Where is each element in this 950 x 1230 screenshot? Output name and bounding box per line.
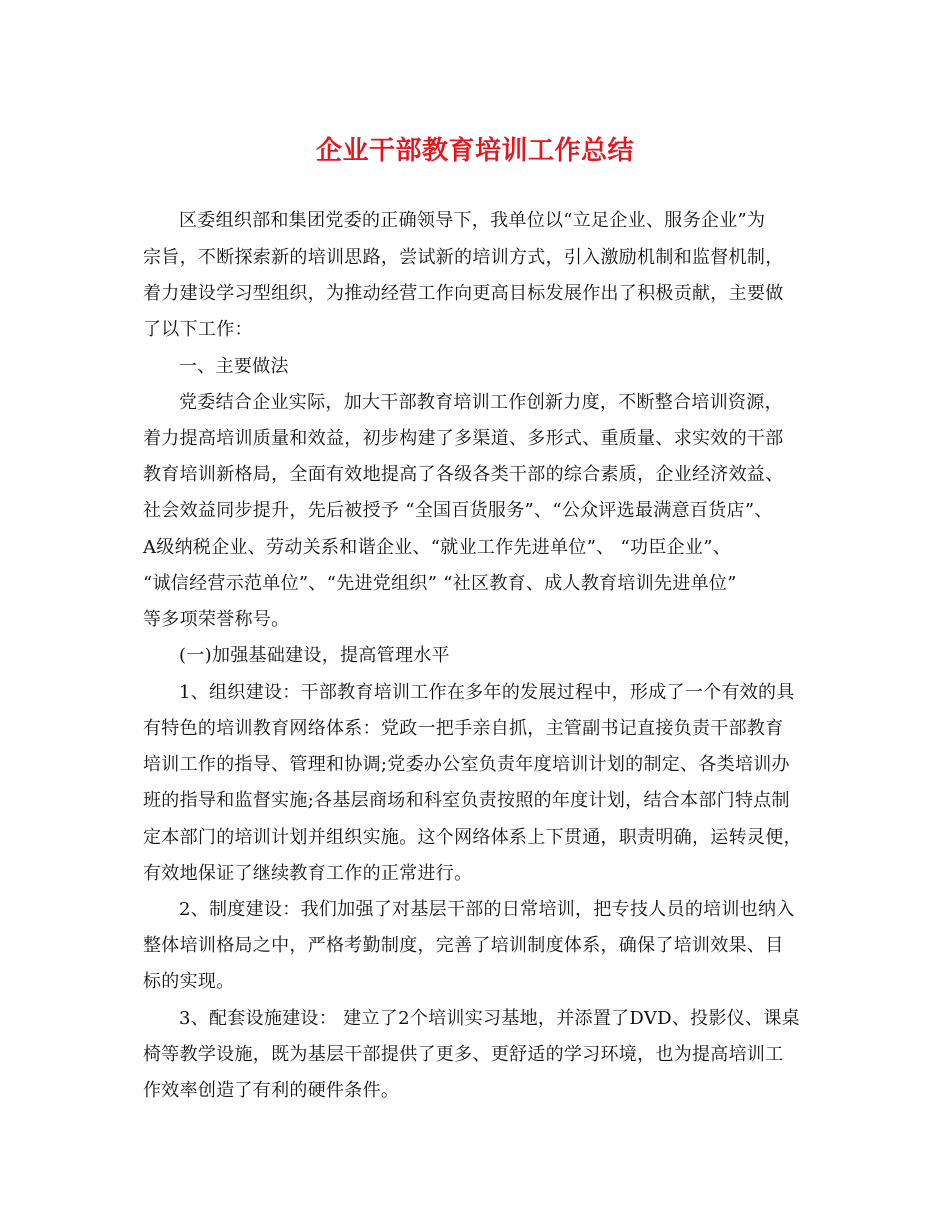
paragraph-line: “诚信经营示范单位”、“先进党组织” “社区教育、成人教育培训先进单位” xyxy=(143,573,737,594)
paragraph-line: 椅等教学设施，既为基层干部提供了更多、更舒适的学习环境，也为提高培训工 xyxy=(143,1044,784,1065)
paragraph-line: 培训工作的指导、管理和协调;党委办公室负责年度培训计划的制定、各类培训办 xyxy=(143,754,790,775)
paragraph-line: 宗旨，不断探索新的培训思路，尝试新的培训方式，引入激励机制和监督机制， xyxy=(143,247,784,268)
paragraph-line: 整体培训格局之中，严格考勤制度，完善了培训制度体系，确保了培训效果、目 xyxy=(143,935,784,956)
paragraph-line: 作效率创造了有利的硬件条件。 xyxy=(143,1080,400,1101)
document-title: 企业干部教育培训工作总结 xyxy=(315,136,634,166)
paragraph-line: 等多项荣誉称号。 xyxy=(143,609,290,630)
paragraph-line: 3、配套设施建设： 建立了2个培训实习基地，并添置了DVD、投影仪、课桌 xyxy=(179,1008,800,1029)
paragraph-line: 定本部门的培训计划并组织实施。这个网络体系上下贯通，职责明确，运转灵便， xyxy=(143,827,802,848)
paragraph-line: 有特色的培训教育网络体系：党政一把手亲自抓，主管副书记直接负责干部教育 xyxy=(143,718,784,739)
paragraph-line: 1、组织建设：干部教育培训工作在多年的发展过程中，形成了一个有效的具 xyxy=(179,682,795,703)
paragraph-line: 党委结合企业实际，加大干部教育培训工作创新力度，不断整合培训资源， xyxy=(179,392,783,413)
paragraph-line: 有效地保证了继续教育工作的正常进行。 xyxy=(143,863,473,884)
paragraph-line: 着力提高培训质量和效益，初步构建了多渠道、多形式、重质量、求实效的干部 xyxy=(143,428,784,449)
section-heading: 一、主要做法 xyxy=(179,356,289,377)
paragraph-line: 教育培训新格局，全面有效地提高了各级各类干部的综合素质，企业经济效益、 xyxy=(143,464,784,485)
paragraph-line: 了以下工作： xyxy=(143,319,253,340)
paragraph-line: 区委组织部和集团党委的正确领导下，我单位以“立足企业、服务企业”为 xyxy=(179,210,766,231)
subsection-heading: (一)加强基础建设，提高管理水平 xyxy=(179,645,450,666)
paragraph-line: 社会效益同步提升，先后被授予 “全国百货服务”、“公众评选最满意百货店”、 xyxy=(143,500,773,521)
paragraph-line: 2、制度建设：我们加强了对基层干部的日常培训，把专技人员的培训也纳入 xyxy=(179,899,795,920)
paragraph-line: 班的指导和监督实施;各基层商场和科室负责按照的年度计划，结合本部门特点制 xyxy=(143,790,790,811)
paragraph-line: 着力建设学习型组织，为推动经营工作向更高目标发展作出了积极贡献，主要做 xyxy=(143,283,784,304)
paragraph-line: 标的实现。 xyxy=(143,971,235,992)
paragraph-line: A级纳税企业、劳动关系和谐企业、“就业工作先进单位”、 “功臣企业”、 xyxy=(143,537,732,558)
